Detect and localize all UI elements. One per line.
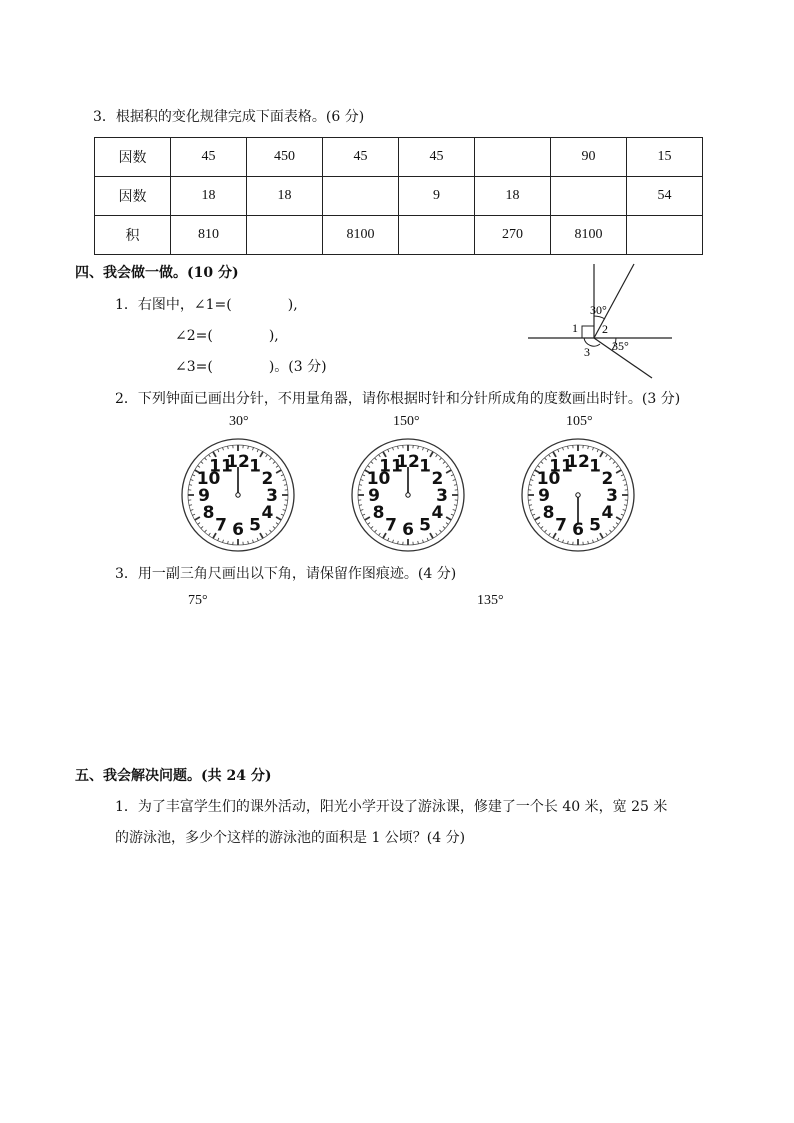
clock-number: 7 — [385, 515, 397, 536]
clock-face[interactable] — [350, 437, 466, 553]
clock-degree-1: 30° — [229, 414, 249, 429]
clock-number: 5 — [249, 515, 261, 536]
clock-number: 7 — [215, 515, 227, 536]
label-30: 30° — [590, 303, 607, 317]
table-cell[interactable] — [399, 216, 475, 255]
clock-number: 1 — [249, 456, 261, 477]
clock-degree-3: 105° — [566, 414, 593, 429]
table-cell[interactable] — [247, 216, 323, 255]
clock-number: 7 — [555, 515, 567, 536]
angle-figure — [520, 262, 680, 382]
clock-number: 11 — [379, 456, 403, 477]
q3-title: 3．根据积的变化规律完成下面表格。(6 分) — [93, 109, 365, 125]
table-cell[interactable]: 8100 — [323, 216, 399, 255]
clock-number: 3 — [606, 486, 618, 506]
clock-number: 3 — [436, 486, 448, 506]
clock-number: 2 — [261, 469, 274, 489]
label-3: 3 — [584, 345, 590, 359]
table-cell[interactable]: 18 — [247, 177, 323, 216]
clock-question: 2．下列钟面已画出分针，不用量角器，请你根据时针和分针所成角的度数画出时针。(3 分) — [115, 391, 681, 407]
upper-ray — [594, 264, 634, 338]
row-header: 因数 — [95, 177, 171, 216]
clock-number: 9 — [368, 486, 380, 506]
clock-number: 8 — [202, 503, 215, 523]
clock-number: 4 — [431, 503, 444, 523]
clock-number: 9 — [198, 486, 210, 506]
section-4-heading: 四、我会做一做。(10 分) — [75, 265, 239, 281]
table-cell[interactable]: 450 — [247, 138, 323, 177]
angle-question-line-2: ∠2=( ), — [175, 328, 279, 344]
clock-number: 2 — [601, 469, 614, 489]
angle-question-line-3: ∠3=( )。(3 分) — [175, 359, 327, 375]
clock-number: 4 — [601, 503, 614, 523]
table-cell[interactable]: 270 — [475, 216, 551, 255]
angle-question-line-1: 1．右图中，∠1=( ), — [115, 297, 298, 313]
pool-question-line-1: 1．为了丰富学生们的课外活动，阳光小学开设了游泳课，修建了一个长 40 米，宽 25 米 — [115, 799, 668, 815]
table-cell[interactable]: 45 — [399, 138, 475, 177]
triangle-question: 3．用一副三角尺画出以下角，请保留作图痕迹。(4 分) — [115, 566, 457, 582]
table-cell[interactable]: 18 — [171, 177, 247, 216]
clock-number: 10 — [366, 469, 391, 489]
clock-number: 12 — [226, 452, 250, 472]
row-header: 积 — [95, 216, 171, 255]
clock-number: 4 — [261, 503, 274, 523]
clock-number: 11 — [549, 456, 573, 477]
clock-number: 6 — [232, 520, 244, 540]
clock-number: 12 — [566, 452, 590, 472]
section-5-heading: 五、我会解决问题。(共 24 分) — [75, 768, 272, 784]
table-cell[interactable]: 8100 — [551, 216, 627, 255]
clock-number: 1 — [589, 456, 601, 477]
angle-135: 135° — [477, 593, 504, 608]
table-cell[interactable]: 45 — [323, 138, 399, 177]
table-cell[interactable]: 15 — [627, 138, 703, 177]
clock-number: 6 — [402, 520, 414, 540]
clock-degree-2: 150° — [393, 414, 420, 429]
clock-center — [576, 493, 580, 497]
table-cell[interactable]: 90 — [551, 138, 627, 177]
table-cell[interactable] — [551, 177, 627, 216]
clock-number: 5 — [589, 515, 601, 536]
clock-number: 1 — [419, 456, 431, 477]
label-1: 1 — [572, 321, 578, 335]
table-cell[interactable]: 18 — [475, 177, 551, 216]
table-cell[interactable] — [475, 138, 551, 177]
table-cell[interactable] — [627, 216, 703, 255]
clock-number: 8 — [372, 503, 385, 523]
clock-face[interactable] — [520, 437, 636, 553]
clock-number: 12 — [396, 452, 420, 472]
table-row — [95, 177, 703, 216]
product-table — [94, 137, 703, 255]
table-cell[interactable]: 45 — [171, 138, 247, 177]
table-row — [95, 216, 703, 255]
clock-number: 6 — [572, 520, 584, 540]
table-cell[interactable]: 810 — [171, 216, 247, 255]
clock-number: 10 — [536, 469, 561, 489]
clock-number: 5 — [419, 515, 431, 536]
table-cell[interactable]: 54 — [627, 177, 703, 216]
clock-center — [406, 493, 410, 497]
table-cell[interactable] — [323, 177, 399, 216]
clock-number: 8 — [542, 503, 555, 523]
angle-75: 75° — [188, 593, 208, 608]
label-35: 35° — [612, 339, 629, 353]
clock-number: 2 — [431, 469, 444, 489]
clock-center — [236, 493, 240, 497]
right-angle-mark — [582, 326, 594, 338]
label-2: 2 — [602, 322, 608, 336]
table-cell[interactable]: 9 — [399, 177, 475, 216]
table-row — [95, 138, 703, 177]
pool-question-line-2: 的游泳池，多少个这样的游泳池的面积是 1 公顷？(4 分) — [115, 830, 466, 846]
clock-face[interactable] — [180, 437, 296, 553]
clock-number: 11 — [209, 456, 233, 477]
clock-number: 3 — [266, 486, 278, 506]
clock-number: 10 — [196, 469, 221, 489]
row-header: 因数 — [95, 138, 171, 177]
clock-number: 9 — [538, 486, 550, 506]
